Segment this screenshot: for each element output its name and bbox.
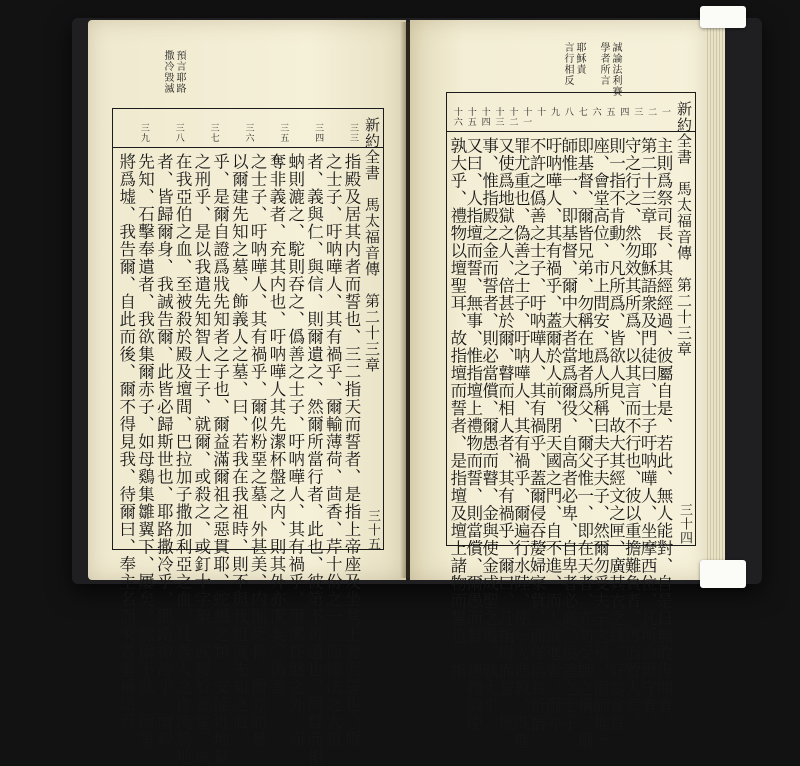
text-column: 事、惟指殿之金而誓者、則必當償、爾愚而瞽、金與使金成聖之殿、孰大乎、 <box>479 137 499 732</box>
verse-number: 一 <box>660 107 670 117</box>
margin-note: 言行相反 <box>562 42 573 86</box>
verse-number: 三三 <box>348 123 358 143</box>
text-column: 指殿及居其内者而誓也、三二指天而誓者、是指上帝座及坐其上者而誓也〇爾 <box>342 153 361 748</box>
verse-number: 十六 <box>451 107 462 127</box>
top-bookmark-tab <box>700 6 746 28</box>
text-column: 守之行之、然勿效其所爲、以其言而不行也、彼以重擔難負者、縛而置人肩、 <box>622 137 642 732</box>
text-column: 主則爲祭司長、其經經過、彼屬自是、若此、無人能對、自是日無敢復問者、 <box>654 137 673 732</box>
right-running-header: 新約全書 馬太福音傳 第二十三章 <box>675 101 693 357</box>
left-header-rule <box>113 147 383 148</box>
verse-number: 三六 <box>243 123 254 143</box>
text-column: 孰大乎、禮物以壇聖耳、故指壇而誓者、是指壇及壇上諸物而誓也、指 <box>447 137 467 680</box>
text-column: 又曰、人指壇而誓、無事、惟指壇上禮物而誓、則當償、爾愚而瞽、禮物與使 <box>463 137 483 732</box>
right-text-frame <box>446 92 696 750</box>
text-column: 蚋則漉之、駝則吞之、僞善之士子、吁呐嘩人、其有禍乎、爾潔杯盤之外、而 <box>285 153 305 748</box>
right-header-rule <box>447 131 695 132</box>
margin-note: 預言耶路 <box>174 50 185 94</box>
text-column: 師惟一、即基督、爾中大者當爲爾役、自高者必卑、自卑者必高〇僞善之士子 <box>558 137 578 732</box>
text-column: 以爾建先知之墓、飾義人之墓、曰、若我在我祖時、則不與我祖流先知之血、 <box>229 153 249 748</box>
page-block-edge <box>705 24 725 580</box>
verse-number: 十三 <box>493 107 504 127</box>
text-column: 則一指不肯動、凡所爲、皆欲人見、故大其經文之匣、廣其衣之緣、好宴會首 <box>606 137 626 732</box>
text-column: 之士子、吁呐嘩人、其有禍乎、爾輸薄荷、茴香、芹十份之一、而律法之大重 <box>323 153 343 748</box>
verse-number: 五 <box>604 107 615 117</box>
text-column: 奪非義者、充其内也、吁呐嘩人其先潔杯盤之内、則其外亦潔矣〇偽善 <box>266 153 286 696</box>
text-column: 乎、是爾自證爲戕先知者之子也、爾益滿爾祖之惡貫耶、蛇蝎之類、安能逃地獄 <box>210 153 230 766</box>
text-column: 者、義與仁、與信、則爾遺之、然爾所當行者、此也、彼第不可遺也、爾瞽而相 <box>304 153 324 766</box>
text-column: 將爲墟、我告爾、自此而後、爾不得見我、待爾曰、奉主名而來者當稱頌焉 <box>116 153 136 731</box>
text-column: 之士子、吁呐嘩人、其有禍乎、爾似粉堊之墓、外甚美、内則死骨、爾亦如是 <box>248 153 268 748</box>
verse-number: 十五 <box>465 107 476 127</box>
left-running-header: 新約全書 馬太福音傳 第二十三章 <box>363 117 381 373</box>
text-column: 又使爲地獄之人、倍甚於爾、瞽而相人者、其有禍乎、爾曰、凡指殿而誓、無 <box>495 137 515 732</box>
text-column: 吁呐嘩人、其有禍乎、蓋爾於人前、閉天國之門、自不進、而人欲進者、爾亦 <box>543 137 562 732</box>
verse-number: 三 <box>632 107 643 117</box>
verse-number: 八 <box>562 107 573 117</box>
verse-number: 六 <box>590 107 601 117</box>
verse-number: 四 <box>618 107 629 117</box>
verse-number: 三九 <box>138 123 149 143</box>
verse-number: 三七 <box>208 123 219 143</box>
verse-number: 十二 <box>507 107 518 127</box>
verse-number: 十四 <box>479 107 490 127</box>
margin-note: 學者所言 <box>598 42 609 86</box>
verse-number: 三五 <box>278 123 289 143</box>
margin-note: 誠論法利賽 <box>610 42 621 97</box>
verse-number: 九 <box>549 107 559 117</box>
text-column: 不許之僞善之士子、吁呐嘩人、其有禍乎、蓋爾侵吞嫠婦家貲、而佯爲長祈禱 <box>527 137 547 732</box>
text-column: 即基督、爾皆兄弟、勿稱在地者爲父、爾父惟一、即在天者、亦勿受師之稱、爾 <box>574 137 594 750</box>
text-column: 之刑乎、是以我遣先知智人士子、就爾、或殺之、或釘十字架、或鞭於會堂、或 <box>191 153 211 766</box>
text-column: 在我亞伯之血、至被殺於殿及壇間、巴拉加子撒加利亞之血、凡義人之血流於地 <box>173 153 193 766</box>
margin-note: 耶穌責 <box>574 42 585 75</box>
verse-number: 十 <box>535 107 546 117</box>
verse-number: 三八 <box>173 123 184 143</box>
text-column: 罪尤重也、偽善之士子、吁呐嘩人、其有禍乎、爾遍行水陸、使一人進教、既進 <box>511 137 531 750</box>
bottom-bookmark-tab <box>700 560 746 588</box>
left-page <box>88 20 406 766</box>
left-page-number: 三十五 <box>365 509 380 551</box>
right-page <box>410 20 708 750</box>
text-column: 者、皆歸爾身、我誠告爾、此皆必歸斯世也、耶路撒冷乎、耶路撒冷乎、爾殺 <box>154 153 174 748</box>
right-page-number: 三十四 <box>677 503 692 545</box>
verse-number: 三四 <box>313 123 324 143</box>
text-column: 第二十三章 耶穌語衆及門徒曰、士子吁呐嘩人、坐摩西位、凡所命爾守者、 <box>638 137 658 732</box>
text-column: 先知、石擊奉遣者、我欲集爾赤子、如母鷄集雛翼下、屢矣、然爾不欲、爾室 <box>135 153 155 748</box>
margin-note: 撒冷毀滅 <box>162 50 173 94</box>
verse-number: 十一 <box>521 107 532 127</box>
left-text-frame <box>112 108 384 766</box>
verse-number: 二 <box>646 107 657 117</box>
text-column: 座、會堂高位、市上問安、爲人所稱曰夫子夫子、然爾勿受夫子之稱、爾師惟一 <box>590 137 610 750</box>
verse-number: 七 <box>576 107 587 117</box>
